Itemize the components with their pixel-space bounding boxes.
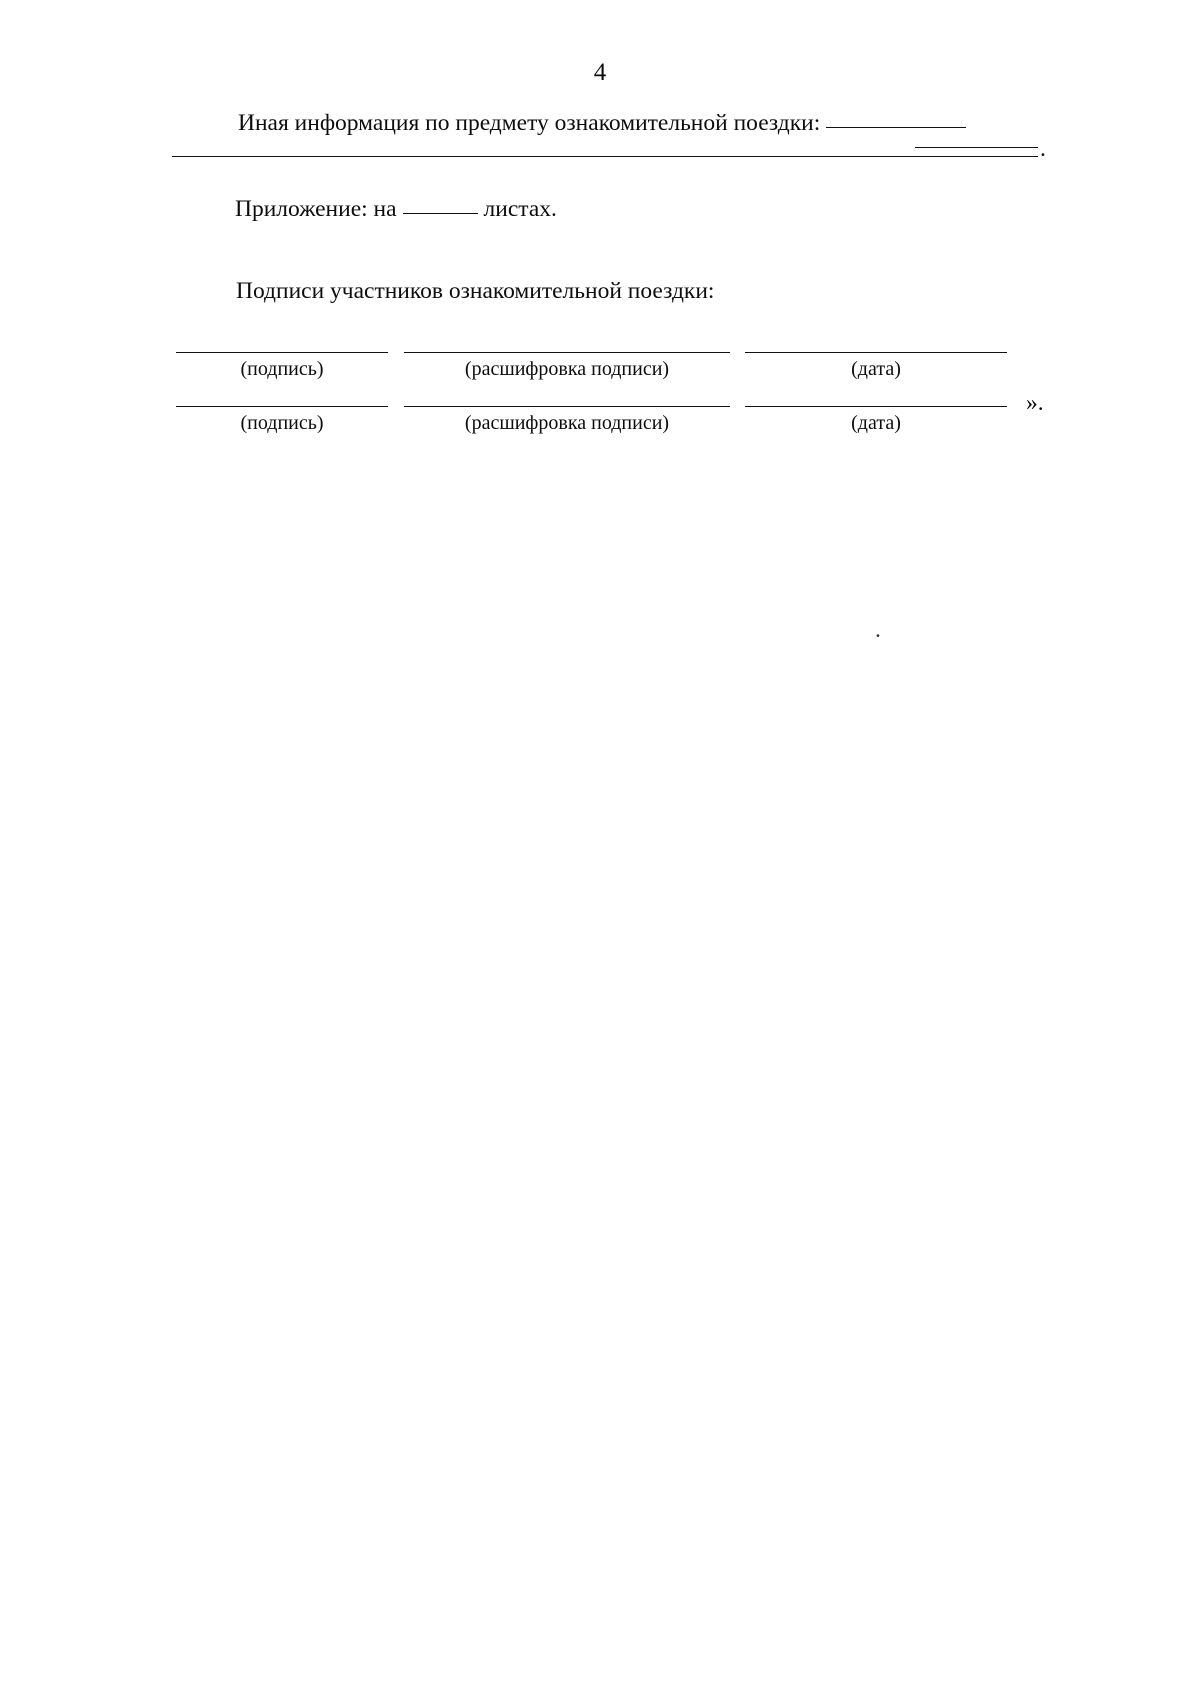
signature-cell <box>176 406 388 436</box>
decoding-cell <box>404 352 730 382</box>
signature-caption: (подпись) <box>240 358 324 380</box>
other-info-blank <box>826 127 966 128</box>
attachment-blank <box>403 213 478 214</box>
attachment-paragraph <box>235 194 557 224</box>
attachment-suffix: листах. <box>483 196 557 222</box>
date-line <box>745 406 1007 407</box>
signature-caption: (подпись) <box>240 412 324 434</box>
date-caption: (дата) <box>851 358 901 380</box>
signature-cell <box>176 352 388 382</box>
date-cell <box>745 406 1007 436</box>
other-info-continuation-rule-right <box>915 147 1038 148</box>
decoding-caption: (расшифровка подписи) <box>464 358 670 380</box>
table-row <box>0 406 1200 466</box>
date-caption: (дата) <box>851 412 901 434</box>
decoding-cell <box>404 406 730 436</box>
signatures-heading: Подписи участников ознакомительной поездки: <box>236 278 715 304</box>
decoding-line <box>404 352 730 353</box>
decoding-caption: (расшифровка подписи) <box>464 412 670 434</box>
other-info-label: Иная информация по предмету ознакомительной поездки: <box>238 110 821 136</box>
page-number: 4 <box>593 59 607 86</box>
signature-row <box>0 352 1200 412</box>
other-info-period: . <box>1040 136 1046 162</box>
attachment-prefix: Приложение: на <box>235 196 397 222</box>
decoding-line <box>404 406 730 407</box>
date-cell <box>745 352 1007 382</box>
other-info-paragraph <box>238 108 966 138</box>
other-info-continuation-rule <box>172 156 1038 157</box>
date-line <box>745 352 1007 353</box>
closing-quote: ». <box>1026 390 1044 416</box>
signature-line <box>176 406 388 407</box>
signature-line <box>176 352 388 353</box>
stray-mark: . <box>875 617 881 643</box>
